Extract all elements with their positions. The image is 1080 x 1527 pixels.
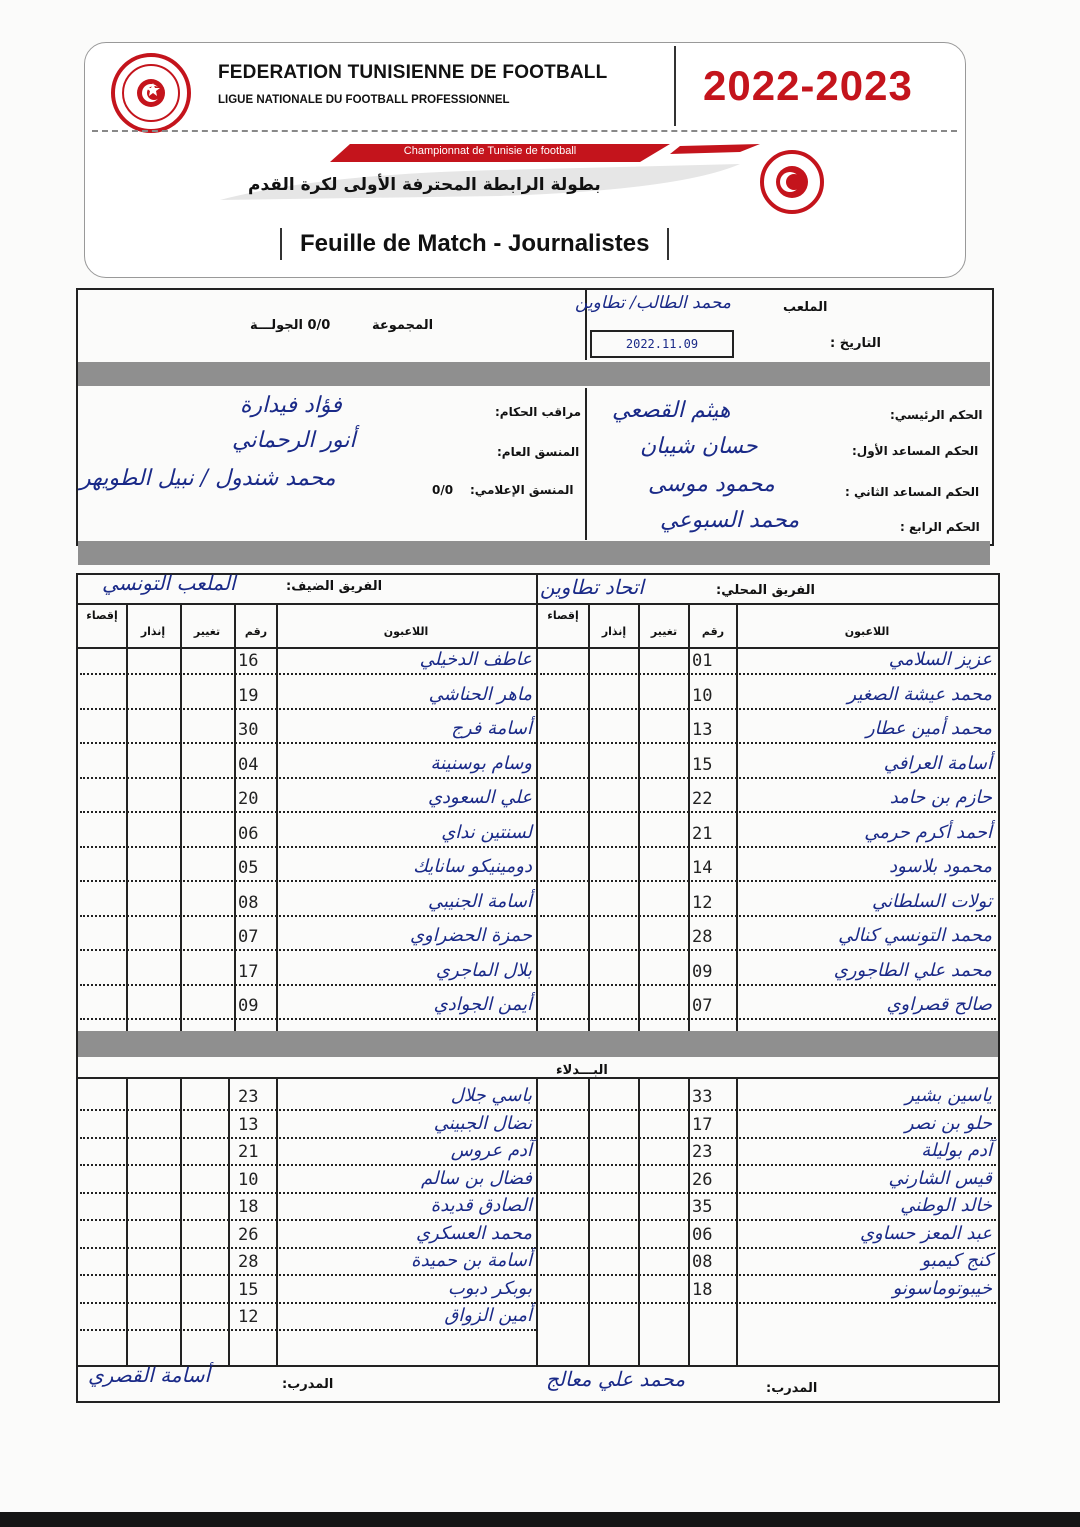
away-player-name: باسي جلال [450,1085,532,1106]
away-player-number: 12 [238,1307,259,1327]
away-player-number: 08 [238,892,259,913]
home-player-name: صالح قصراوي [886,994,992,1015]
sheet-title: Feuille de Match - Journalistes [280,228,669,260]
away-player-number: 09 [238,996,259,1016]
home-player-number: 12 [692,892,713,913]
gen-coord-label: المنسق العام: [497,445,580,459]
main-ref: هيثم القصعي [612,398,731,423]
ar2-label: الحكم المساعد الثاني : [845,485,980,499]
away-player-number: 04 [238,754,259,775]
away-coach-label: المدرب: [282,1377,334,1392]
row-rule [80,1329,536,1331]
row-rule [80,1018,536,1020]
row-rule [540,708,996,710]
row-rule [540,1219,996,1221]
away-player-name: علي السعودي [427,787,532,808]
away-player-name: بوبكر دبوب [447,1277,532,1299]
row-rule [80,1247,536,1249]
home-player-name: تولات السلطاني [871,890,992,912]
date-label: التاريخ : [830,336,881,351]
away-player-name: الصادق قديدة [430,1195,532,1216]
home-player-name: محمود بلاسود [889,856,992,877]
main-ref-label: الحكم الرئيسي: [890,408,983,422]
header-divider [674,46,676,126]
away-player-name: أمين الزواق [444,1305,532,1326]
away-player-number: 18 [238,1197,259,1217]
home-player-number: 06 [692,1224,713,1245]
row-rule [80,742,536,744]
home-player-number: 01 [692,651,713,671]
ar1-label: الحكم المساعد الأول: [852,444,979,458]
media-coord: محمد شندول / نبيل الطويهر [80,466,336,491]
away-player-number: 23 [238,1087,259,1107]
row-rule [80,708,536,710]
row-rule [80,949,536,951]
grey-bar [78,541,990,565]
away-player-number: 07 [238,927,259,947]
fourth-label: الحكم الرابع : [900,520,980,534]
row-rule [80,1219,536,1221]
home-player-name: محمد عيشة الصغير [847,683,992,705]
home-player-number: 26 [692,1169,713,1190]
col-players: اللاعبون [383,625,429,638]
home-player-number: 08 [692,1252,713,1272]
col-expulsion-home: إقصاء [547,609,579,622]
grey-bar [78,1031,998,1057]
away-player-number: 20 [238,789,259,809]
federation-logo-icon [110,52,192,134]
col-number-home: رقم [701,625,725,638]
home-player-name: عزيز السلامي [888,649,992,670]
group-label: المجموعة [372,318,434,333]
away-player-name: ماهر الحناشي [428,683,532,705]
home-player-number: 10 [692,685,713,706]
row-rule [80,1274,536,1276]
home-player-number: 09 [692,961,713,982]
row-rule [540,811,996,813]
away-player-number: 05 [238,858,259,878]
championship-ar: بطولة الرابطة المحترفة الأولى لكرة القدم [248,175,601,195]
home-player-number: 22 [692,789,713,809]
away-player-name: عاطف الدخيلي [419,649,532,670]
observer-label: مراقب الحكام: [495,405,582,419]
home-coach: محمد علي معالج [546,1367,686,1391]
ar2: محمود موسى [648,472,775,497]
home-player-name: محمد علي الطاجوري [833,959,992,981]
row-rule [80,846,536,848]
home-player-number: 33 [692,1087,713,1107]
home-player-number: 28 [692,927,713,947]
home-player-name: أسامة العرافي [883,752,992,774]
away-player-number: 30 [238,720,259,740]
away-player-name: أيمن الجوادي [433,994,532,1015]
row-rule [540,880,996,882]
away-player-name: أسامة بن حميدة [411,1250,532,1271]
media-coord-label: المنسق الإعلامي: [470,483,574,497]
away-player-number: 26 [238,1224,259,1245]
col-warning-home: إنذار [601,625,627,638]
ligue-name: LIGUE NATIONALE DU FOOTBALL PROFESSIONNEL [218,94,510,106]
row-rule [540,915,996,917]
home-player-name: أحمد أكرم حرمي [864,821,992,843]
away-player-number: 19 [238,685,259,706]
home-player-number: 07 [692,996,713,1016]
col-number: رقم [244,625,268,638]
home-player-name: محمد التونسي كنالي [838,925,992,946]
col-warning: إنذار [140,625,166,638]
home-player-name: حازم بن حامد [889,787,992,808]
away-coach: أسامة القصري [88,1363,211,1387]
away-player-number: 28 [238,1252,259,1272]
row-rule [80,673,536,675]
row-rule [540,1247,996,1249]
away-player-name: لسنتين نداي [441,821,532,843]
league-logo-icon [760,150,824,214]
row-rule [540,1302,996,1304]
home-player-name: عبد المعز حساوي [859,1222,992,1244]
away-player-name: وسام بوسنينة [430,752,532,774]
grey-bar [78,362,990,386]
teams-table [76,573,1000,1403]
away-player-number: 17 [238,961,259,982]
row-rule [540,1274,996,1276]
home-player-number: 23 [692,1142,713,1162]
dashed-divider [92,130,957,132]
row-rule [80,1137,536,1139]
row-rule [540,846,996,848]
round-label: 0/0 الجولـــة [250,318,331,333]
col-expulsion: إقصاء [86,609,118,622]
home-player-number: 13 [692,720,713,740]
stadium-value: محمد الطالب/ تطاوين [575,293,732,313]
gen-coord: أنور الرحماني [232,428,356,453]
subs-label: البـــدلاء [556,1063,608,1078]
home-player-name: آدم بوليلة [921,1140,992,1161]
away-player-name: بلال الماجري [435,959,532,981]
away-player-name: فضال بن سالم [421,1167,532,1189]
home-player-name: كنج كيمبو [921,1250,992,1271]
row-rule [540,984,996,986]
home-team-name: اتحاد تطاوين [540,575,644,599]
home-player-number: 15 [692,754,713,775]
row-rule [80,1302,536,1304]
home-player-name: قيس الشارني [888,1167,992,1189]
row-rule [540,949,996,951]
row-rule [540,742,996,744]
home-player-name: محمد أمين عطار [865,718,992,739]
away-player-name: آدم عروس [450,1140,532,1161]
row-rule [80,1164,536,1166]
away-player-number: 06 [238,823,259,844]
season: 2022-2023 [703,62,913,109]
home-player-name: خالد الوطني [900,1195,992,1216]
date-value: 2022.11.09 [590,330,734,358]
away-player-name: نضال الجبيني [433,1112,532,1134]
bottom-strip [0,1512,1080,1527]
away-player-number: 10 [238,1169,259,1190]
stadium-label: الملعب [783,300,828,315]
home-player-number: 14 [692,858,713,878]
home-player-name: خيبوتوماسونو [892,1277,992,1299]
away-player-number: 15 [238,1279,259,1300]
home-coach-label: المدرب: [766,1381,818,1396]
col-players-home: اللاعبون [844,625,890,638]
away-player-number: 21 [238,1142,259,1162]
row-rule [80,1192,536,1194]
row-rule [540,1192,996,1194]
home-player-number: 18 [692,1279,713,1300]
away-player-name: أسامة فرج [451,718,532,739]
home-player-number: 35 [692,1197,713,1217]
col-sub: تغيير [193,625,221,638]
media-coord-prefix: 0/0 [432,483,454,497]
col-sub-home: تغيير [650,625,678,638]
home-player-number: 17 [692,1114,713,1135]
observer: فؤاد فيدارة [240,393,342,418]
championship-fr: Championnat de Tunisie de football [403,145,577,157]
row-rule [80,880,536,882]
row-rule [540,777,996,779]
row-rule [540,1137,996,1139]
row-rule [80,915,536,917]
away-player-name: دومينيكو سانايك [413,856,532,877]
away-player-name: حمزة الحضراوي [409,925,532,946]
home-player-number: 21 [692,823,713,844]
away-player-number: 16 [238,651,259,671]
ar1: حسان شيبان [640,434,758,459]
row-rule [540,1164,996,1166]
row-rule [540,1018,996,1020]
federation-name: FEDERATION TUNISIENNE DE FOOTBALL [218,62,608,83]
row-rule [80,777,536,779]
away-player-name: أسامة الجنيبي [428,890,532,912]
row-rule [540,673,996,675]
row-rule [80,811,536,813]
row-rule [80,984,536,986]
home-player-name: حلو بن نصر [904,1112,992,1134]
away-team-name: الملعب التونسي [102,571,236,595]
home-player-name: ياسين بشير [905,1085,992,1106]
row-rule [540,1109,996,1111]
row-rule [80,1109,536,1111]
fourth: محمد السبوعي [660,508,800,533]
away-player-number: 13 [238,1114,259,1135]
away-player-name: محمد العسكري [415,1222,532,1244]
home-team-label: الفريق المحلي: [716,583,815,598]
away-team-label: الفريق الضيف: [286,579,383,594]
